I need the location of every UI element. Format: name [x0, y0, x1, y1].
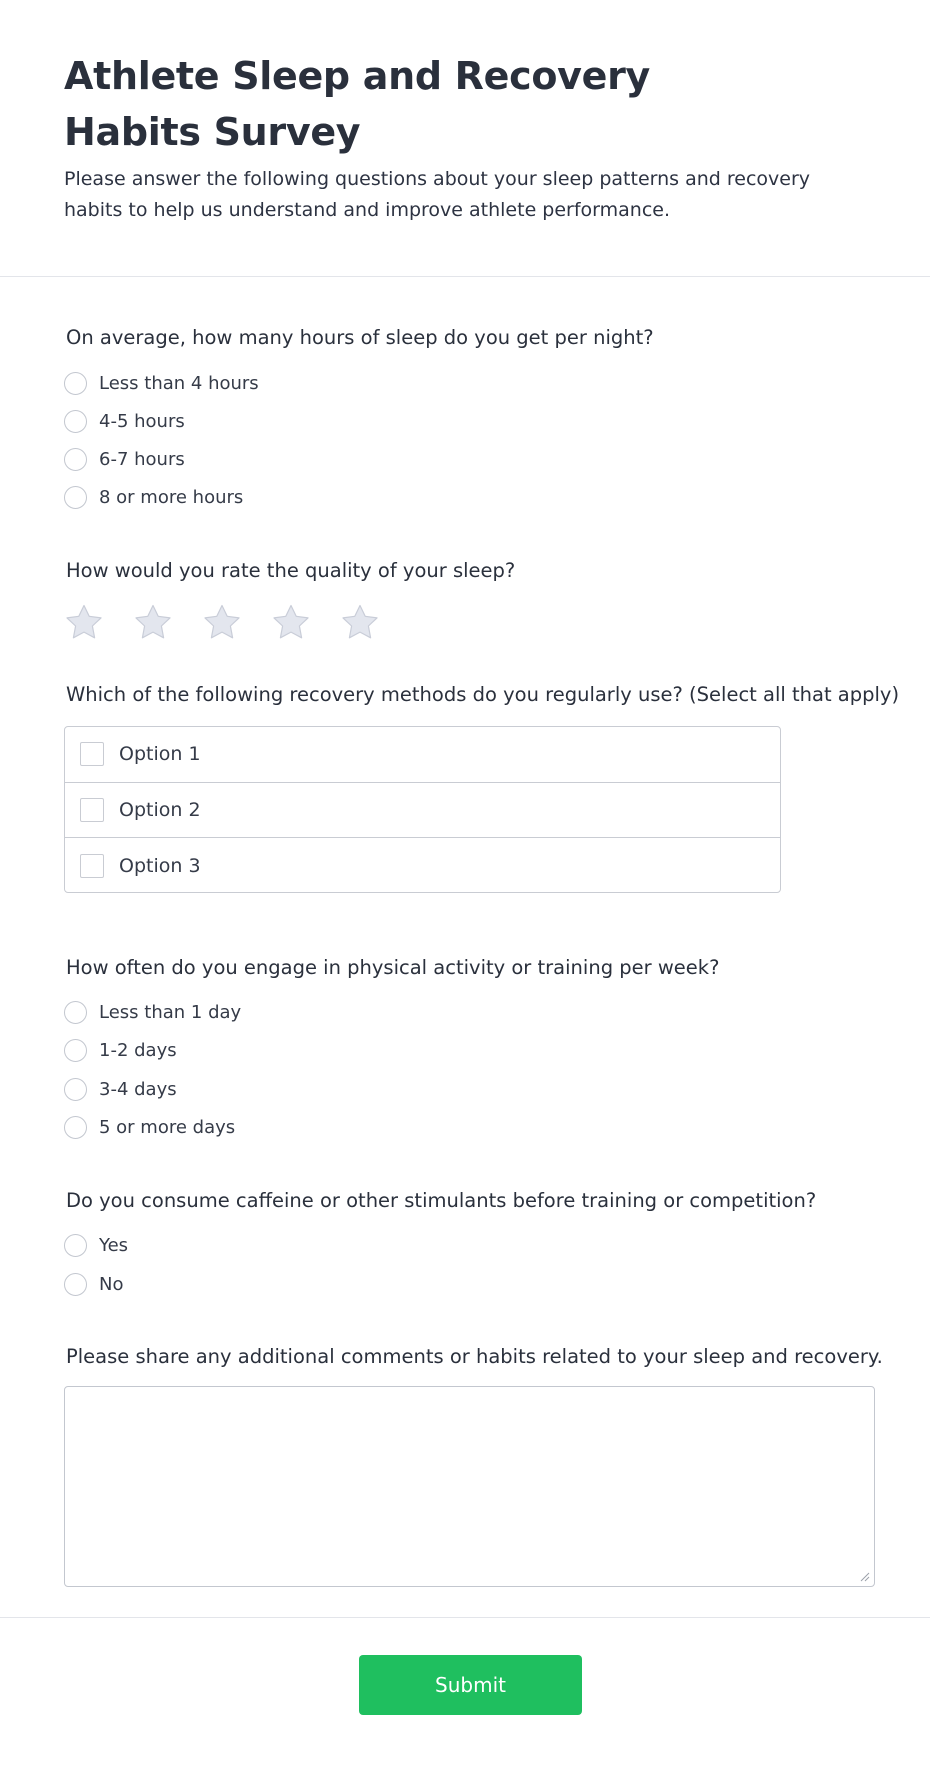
star-rating	[64, 602, 409, 642]
radio-label: 5 or more days	[99, 1116, 236, 1138]
checkbox-label: Option 3	[119, 854, 201, 877]
radio-button[interactable]	[64, 1234, 87, 1257]
checkbox[interactable]	[80, 798, 104, 822]
submit-button[interactable]: Submit	[359, 1655, 582, 1715]
star-icon[interactable]	[133, 602, 173, 642]
footer-divider	[0, 1617, 930, 1618]
checkbox-label: Option 1	[119, 743, 201, 766]
comments-textarea[interactable]	[64, 1386, 875, 1587]
star-icon[interactable]	[202, 602, 242, 642]
radio-label: 3-4 days	[99, 1078, 177, 1100]
checkbox-option[interactable]	[65, 838, 780, 893]
question-sleep-hours: On average, how many hours of sleep do you get per night?	[66, 326, 654, 349]
radio-button[interactable]	[64, 1273, 87, 1296]
radio-label: Less than 4 hours	[99, 372, 259, 394]
radio-button[interactable]	[64, 410, 87, 433]
checkbox-option[interactable]	[65, 783, 780, 839]
survey-header	[0, 0, 930, 277]
radio-label: Less than 1 day	[99, 1001, 242, 1023]
radio-button[interactable]	[64, 1039, 87, 1062]
radio-option[interactable]	[64, 1114, 235, 1140]
survey-title: Athlete Sleep and Recovery Habits Survey	[64, 54, 651, 154]
radio-option[interactable]	[64, 446, 185, 472]
radio-option[interactable]	[64, 408, 185, 434]
radio-option[interactable]	[64, 1271, 123, 1297]
radio-button[interactable]	[64, 372, 87, 395]
radio-label: 4-5 hours	[99, 410, 185, 432]
question-comments: Please share any additional comments or habits related to your sleep and recovery.	[66, 1345, 883, 1368]
checkbox-group	[64, 726, 781, 893]
radio-option[interactable]	[64, 1076, 177, 1102]
radio-button[interactable]	[64, 1078, 87, 1101]
radio-label: No	[99, 1273, 124, 1295]
question-stimulants: Do you consume caffeine or other stimulants before training or competition?	[66, 1189, 817, 1212]
question-sleep-quality: How would you rate the quality of your sleep?	[66, 559, 516, 582]
radio-label: 1-2 days	[99, 1039, 177, 1061]
checkbox-label: Option 2	[119, 798, 201, 821]
radio-label: 8 or more hours	[99, 486, 244, 508]
radio-button[interactable]	[64, 486, 87, 509]
checkbox[interactable]	[80, 854, 104, 878]
radio-button[interactable]	[64, 1001, 87, 1024]
star-icon[interactable]	[64, 602, 104, 642]
survey-description: Please answer the following questions about your sleep patterns and recovery habits to help us understand and improve athlete performance.	[64, 168, 811, 221]
checkbox-option[interactable]	[65, 727, 780, 783]
radio-label: Yes	[99, 1234, 129, 1256]
radio-button[interactable]	[64, 1116, 87, 1139]
star-icon[interactable]	[271, 602, 311, 642]
radio-option[interactable]	[64, 999, 241, 1025]
radio-option[interactable]	[64, 484, 243, 510]
question-activity-frequency: How often do you engage in physical activity or training per week?	[66, 956, 720, 979]
checkbox[interactable]	[80, 742, 104, 766]
radio-label: 6-7 hours	[99, 448, 185, 470]
radio-option[interactable]	[64, 1232, 128, 1258]
question-recovery-methods: Which of the following recovery methods do you regularly use? (Select all that apply)	[66, 683, 900, 706]
radio-option[interactable]	[64, 1037, 177, 1063]
radio-button[interactable]	[64, 448, 87, 471]
radio-option[interactable]	[64, 370, 259, 396]
star-icon[interactable]	[340, 602, 380, 642]
resize-grip-icon[interactable]	[858, 1570, 870, 1582]
